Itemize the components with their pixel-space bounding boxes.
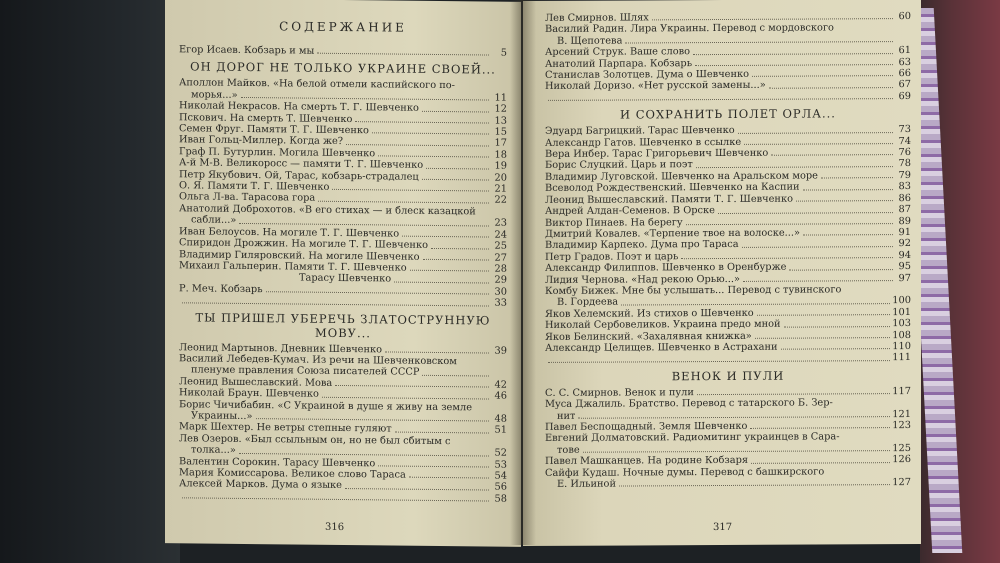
dot-leader <box>625 41 893 43</box>
entry-title: Василий Радин. Лира Украины. Перевод с мордовского <box>545 22 834 36</box>
entry-page: 66 <box>898 68 911 80</box>
entry-page: 11 <box>494 92 507 104</box>
entry-title: Тарасу Шевченко <box>299 272 392 285</box>
entry-page: 27 <box>494 252 507 264</box>
dot-leader <box>256 418 489 421</box>
page-title: СОДЕРЖАНИЕ <box>279 19 407 35</box>
entry-page: 63 <box>898 56 911 68</box>
entry-page: 13 <box>494 115 507 127</box>
entry-page: 78 <box>898 158 911 170</box>
dot-leader <box>769 87 893 89</box>
dot-leader <box>317 53 489 56</box>
dot-leader <box>410 270 489 272</box>
dot-leader <box>686 223 893 225</box>
entry-title: Павел Машканцев. На родине Кобзаря <box>545 455 749 468</box>
entry-title: С. С. Смирнов. Венок и пули <box>545 386 694 399</box>
dot-leader <box>372 133 489 135</box>
entry-page: 67 <box>898 79 911 91</box>
dot-leader <box>752 76 893 78</box>
entry-title-continued: морья...» <box>191 89 238 101</box>
toc-entry <box>179 44 507 59</box>
entry-title-continued: тове <box>557 444 580 456</box>
dot-leader <box>345 488 489 491</box>
entry-page: 103 <box>892 318 911 330</box>
entry-title: Пскович. На смерть Т. Шевченко <box>179 111 353 125</box>
entry-page: 21 <box>494 183 507 195</box>
entry-page: 24 <box>494 229 507 241</box>
dot-leader <box>821 177 893 178</box>
entry-title: Яков Белинский. «Захалявная книжка» <box>545 330 752 343</box>
entry-title: Анатолий Парпара. Кобзарь <box>545 57 693 70</box>
entry-title: Леонид Вышеславский. Памяти Т. Г. Шевченко <box>545 193 793 206</box>
entry-title-continued: нит <box>557 410 576 422</box>
entry-title: Муса Джалиль. Братство. Перевод с татарского Б. Зер- <box>545 397 833 411</box>
dot-leader <box>335 385 489 388</box>
dot-leader <box>402 236 489 238</box>
toc-entry <box>545 91 911 104</box>
entry-title: Дмитрий Ковалев. «Терпение твое на волоске...» <box>545 227 800 240</box>
entry-title: Лев Озеров. «Был ссыльным он, но не был сбитым с <box>179 433 451 447</box>
entry-page: 127 <box>892 477 911 489</box>
entry-page: 97 <box>898 272 911 284</box>
dot-leader <box>803 189 893 190</box>
page-number: 317 <box>713 521 733 534</box>
dot-leader <box>322 396 489 399</box>
entry-page: 33 <box>494 297 507 309</box>
dot-leader <box>395 431 489 433</box>
entry-page: 42 <box>494 379 507 391</box>
entry-page: 121 <box>892 408 911 420</box>
entry-title: Петр Якубович. Ой, Тарас, кобзарь-страдалец <box>179 168 419 183</box>
entry-title: Арсений Струк. Ваше слово <box>545 46 691 59</box>
entry-title: Леонид Вышеславский. Мова <box>179 376 333 389</box>
entry-title: Спиридон Дрожжин. На могиле Т. Г. Шевченко <box>179 237 428 251</box>
entry-page: 125 <box>892 442 911 454</box>
entry-page: 76 <box>898 147 911 159</box>
entry-page: 100 <box>892 295 911 307</box>
dot-leader <box>784 326 891 328</box>
entry-page: 94 <box>898 249 911 261</box>
entry-page: 5 <box>500 47 507 59</box>
left-page <box>165 0 521 547</box>
entry-page: 46 <box>494 390 507 402</box>
dot-leader <box>182 498 489 502</box>
dot-leader <box>318 201 489 204</box>
entry-page: 117 <box>892 385 911 397</box>
entry-title: Комбу Бижек. Мне бы услышать... Перевод с тувинского <box>545 284 842 297</box>
entry-title: Егор Исаев. Кобзарь и мы <box>179 44 315 57</box>
entry-title-continued: Е. Ильиной <box>557 478 616 490</box>
dot-leader <box>757 314 891 316</box>
entry-page: 29 <box>494 274 507 287</box>
entry-page: 56 <box>494 481 507 494</box>
entry-title: Николай Некрасов. На смерть Т. Г. Шевченко <box>179 100 419 115</box>
entry-title: Р. Меч. Кобзарь <box>179 283 263 295</box>
entry-title: Мария Комиссарова. Великое слово Тараса <box>179 467 406 481</box>
entry-title: Петр Градов. Поэт и царь <box>545 250 679 263</box>
entry-title: Анатолий Доброхотов. «В его стихах — и блеск казацкой <box>179 203 476 218</box>
entry-title: Эдуард Багрицкий. Тарас Шевченко <box>545 125 735 138</box>
entry-page: 25 <box>494 240 507 252</box>
dot-leader <box>621 303 890 305</box>
entry-title: Александр Целищев. Шевченко в Астрахани <box>545 341 778 354</box>
entry-page: 23 <box>494 217 507 229</box>
entry-page: 15 <box>494 126 507 138</box>
dot-leader <box>718 212 893 214</box>
dot-leader <box>743 280 893 282</box>
entry-page: 87 <box>898 204 911 216</box>
left-toc <box>179 44 507 505</box>
entry-title: Иван Белоусов. На могиле Т. Г. Шевченко <box>179 225 400 240</box>
entry-title: Станислав Золотцев. Дума о Шевченко <box>545 68 750 81</box>
dark-background-left <box>0 0 180 563</box>
right-page <box>523 0 921 546</box>
entry-page: 95 <box>898 261 911 273</box>
entry-page: 108 <box>892 329 911 341</box>
entry-page: 12 <box>494 103 507 115</box>
entry-title: Николай Доризо. «Нет русской замены...» <box>545 80 766 93</box>
entry-title: Сайфи Кудаш. Ночные думы. Перевод с башкирского <box>545 466 825 479</box>
entry-page: 28 <box>494 263 507 275</box>
dot-leader <box>385 351 489 353</box>
dot-leader <box>750 428 890 430</box>
dot-leader <box>355 121 489 123</box>
entry-title: Всеволод Рождественский. Шевченко на Каспии <box>545 181 800 195</box>
entry-page: 51 <box>494 424 507 437</box>
book-gutter <box>510 0 536 545</box>
toc-entry-continued <box>545 477 911 490</box>
dot-leader <box>241 97 489 101</box>
dot-leader <box>789 269 893 271</box>
entry-page: 123 <box>892 420 911 432</box>
entry-title-continued: В. Гордеева <box>557 296 619 309</box>
entry-title: А-й М-В. Великоросс — памяти Т. Г. Шевченко <box>179 157 424 172</box>
entry-page: 58 <box>494 493 507 505</box>
dot-leader <box>696 166 893 168</box>
dot-leader <box>378 156 489 158</box>
dot-leader <box>332 189 489 192</box>
entry-title-continued: Украины...» <box>191 410 253 423</box>
entry-title: Яков Хелемский. Из стихов о Шевченко <box>545 307 754 320</box>
entry-title: Михаил Гальперин. Памяти Т. Г. Шевченко <box>179 260 407 274</box>
entry-page: 79 <box>898 169 911 181</box>
entry-page: 110 <box>892 340 911 353</box>
dot-leader <box>796 200 893 202</box>
entry-title: Владимир Луговской. Шевченко на Аральском море <box>545 170 818 183</box>
entry-title: Леонид Мартынов. Дневник Шевченко <box>179 341 383 355</box>
dot-leader <box>426 168 489 170</box>
dot-leader <box>548 98 893 101</box>
entry-page: 39 <box>494 345 507 357</box>
dot-leader <box>652 19 893 21</box>
entry-title: Николай Сербовеликов. Украина предо мной <box>545 318 781 332</box>
entry-title-continued: В. Щепотева <box>557 35 623 47</box>
entry-page: 69 <box>898 90 911 102</box>
entry-title: Иван Гольц-Миллер. Когда же? <box>179 134 344 148</box>
entry-page: 19 <box>494 160 507 172</box>
section-heading: И СОХРАНИТЬ ПОЛЕТ ОРЛА... <box>620 106 836 122</box>
entry-title: Борис Слуцкий. Царь и поэт <box>545 159 693 172</box>
dot-leader <box>742 246 893 248</box>
dot-leader <box>693 53 893 55</box>
entry-title: Андрей Алдан-Семенов. В Орске <box>545 205 715 218</box>
toc-entry <box>545 352 911 365</box>
entry-page: 18 <box>494 149 507 161</box>
dot-leader <box>422 179 489 181</box>
entry-title: Лидия Чернова. «Над рекою Орью...» <box>545 273 740 286</box>
dot-leader <box>431 247 489 249</box>
entry-page: 74 <box>898 135 911 147</box>
dot-leader <box>423 259 490 261</box>
entry-title: Вера Инбер. Тарас Григорьевич Шевченко <box>545 147 769 160</box>
right-toc <box>545 11 911 490</box>
dot-leader <box>697 393 890 395</box>
dot-leader <box>695 64 893 66</box>
entry-title: Аполлон Майков. «На белой отмели каспийского по- <box>179 77 455 92</box>
entry-page: 60 <box>898 11 911 23</box>
dot-leader <box>182 302 489 306</box>
dot-leader <box>583 450 891 453</box>
dot-leader <box>409 477 489 479</box>
page-number: 316 <box>325 521 345 534</box>
entry-title: Владимир Гиляровский. На могиле Шевченко <box>179 248 420 263</box>
dot-leader <box>755 337 891 339</box>
entry-title-continued: сабли...» <box>191 214 237 227</box>
toc-entry <box>179 294 507 309</box>
section-heading: ТЫ ПРИШЕЛ УБЕРЕЧЬ ЗЛАТОСТРУННУЮ МОВУ... <box>195 309 491 340</box>
dot-leader <box>771 155 893 157</box>
dot-leader <box>681 257 893 259</box>
dot-leader <box>378 465 489 467</box>
entry-title: Борис Чичибабин. «С Украиной в душе я живу на земле <box>179 398 472 413</box>
dot-leader <box>781 348 891 350</box>
dot-leader <box>239 223 489 227</box>
entry-title: Александр Гатов. Шевченко в ссылке <box>545 136 742 149</box>
section-heading: ВЕНОК И ПУЛИ <box>671 368 785 384</box>
entry-page: 61 <box>898 45 911 57</box>
dot-leader <box>266 291 489 294</box>
entry-title-continued: пленуме правления Союза писателей СССР <box>191 364 420 379</box>
entry-page: 53 <box>494 459 507 471</box>
entry-page: 30 <box>494 286 507 298</box>
entry-title: Марк Шехтер. Не ветры степные гуляют <box>179 421 392 435</box>
dot-leader <box>394 281 489 283</box>
toc-entry <box>179 490 507 505</box>
dot-leader <box>738 132 893 134</box>
entry-page: 48 <box>494 413 507 425</box>
entry-title: Александр Филиппов. Шевченко в Оренбурже <box>545 261 787 275</box>
dot-leader <box>803 234 893 235</box>
entry-page: 89 <box>898 215 911 227</box>
entry-page: 101 <box>892 306 911 318</box>
entry-title: Валентин Сорокин. Тарасу Шевченко <box>179 455 376 469</box>
entry-title: Лев Смирнов. Шлях <box>545 12 649 24</box>
entry-page: 20 <box>494 172 507 184</box>
entry-title-continued: толка...» <box>191 444 236 457</box>
dot-leader <box>548 360 890 363</box>
entry-title: Граф П. Бутурлин. Могила Шевченко <box>179 146 376 160</box>
entry-title: Василий Лебедев-Кумач. Из речи на Шевченковском <box>179 353 457 368</box>
dot-leader <box>422 110 489 112</box>
dot-leader <box>346 144 489 146</box>
entry-page: 92 <box>898 238 911 250</box>
dot-leader <box>422 375 489 377</box>
entry-page: 111 <box>892 352 911 364</box>
entry-page: 91 <box>898 226 911 238</box>
entry-page: 73 <box>898 124 911 136</box>
entry-page: 86 <box>898 192 911 204</box>
entry-title: Владимир Карпеко. Дума про Тараса <box>545 239 739 252</box>
entry-title: Николай Браун. Шевченко <box>179 387 319 400</box>
entry-title: Евгений Долматовский. Радиомитинг украинцев в Сара- <box>545 431 840 445</box>
entry-title: Виктор Пинаев. На берегу <box>545 216 683 229</box>
entry-title: Семен Фруг. Памяти Т. Г. Шевченко <box>179 123 369 137</box>
dot-leader <box>578 416 890 419</box>
entry-title: О. Я. Памяти Т. Г. Шевченко <box>179 180 330 193</box>
entry-page: 54 <box>494 470 507 482</box>
dot-leader <box>239 453 489 457</box>
entry-title: Ольга Л-ва. Тарасова гора <box>179 191 316 205</box>
entry-page: 126 <box>892 454 911 466</box>
entry-page: 17 <box>494 138 507 150</box>
entry-title: Алексей Марков. Дума о языке <box>179 478 342 492</box>
dot-leader <box>751 462 890 464</box>
entry-page: 22 <box>494 195 507 207</box>
entry-page: 52 <box>494 447 507 459</box>
dot-leader <box>619 485 890 487</box>
section-heading: ОН ДОРОГ НЕ ТОЛЬКО УКРАИНЕ СВОЕЙ... <box>190 59 496 78</box>
entry-title: Павел Беспощадный. Земля Шевченко <box>545 420 748 433</box>
dot-leader <box>744 143 893 145</box>
entry-page: 83 <box>898 181 911 193</box>
